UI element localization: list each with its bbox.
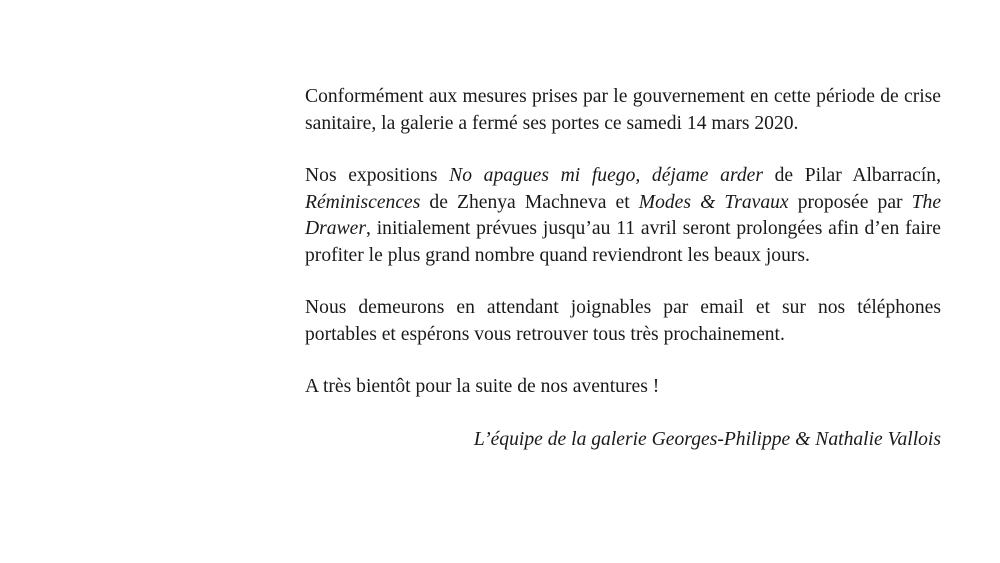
exhibition-title: Réminiscences bbox=[305, 191, 421, 213]
paragraph-closure: Conformément aux mesures prises par le gouvernement en cette période de crise sanitaire, la galerie a fermé ses portes ce samedi 14 mars 2020. bbox=[305, 86, 941, 134]
exhibition-title: Modes & Travaux bbox=[638, 191, 789, 213]
paragraph-text: de Zhenya Machneva et bbox=[420, 191, 639, 213]
curator-name: The Drawer bbox=[305, 191, 942, 239]
exhibition-title: No apagues mi fuego, déjame arder bbox=[449, 165, 763, 186]
paragraph-farewell: A très bientôt pour la suite de nos aventures ! bbox=[305, 376, 660, 397]
paragraph-text: , initialement prévues jusqu’au 11 avril seront prolongées afin d’en faire profiter le plus grand nombre quand reviendront les beaux jours. bbox=[305, 218, 941, 266]
paragraph-exhibitions bbox=[305, 163, 941, 269]
paragraph-text: proposée par bbox=[788, 191, 912, 213]
signature: L’équipe de la galerie Georges-Philippe & Nathalie Vallois bbox=[473, 428, 941, 450]
paragraph-contact: Nous demeurons en attendant joignables par email et sur nos téléphones portables et espérons vous retrouver tous très prochainement. bbox=[305, 297, 941, 345]
closure-notice bbox=[305, 84, 941, 479]
paragraph-text: Nos expositions bbox=[305, 165, 450, 186]
paragraph-text: de Pilar Albarracín, bbox=[762, 165, 941, 186]
